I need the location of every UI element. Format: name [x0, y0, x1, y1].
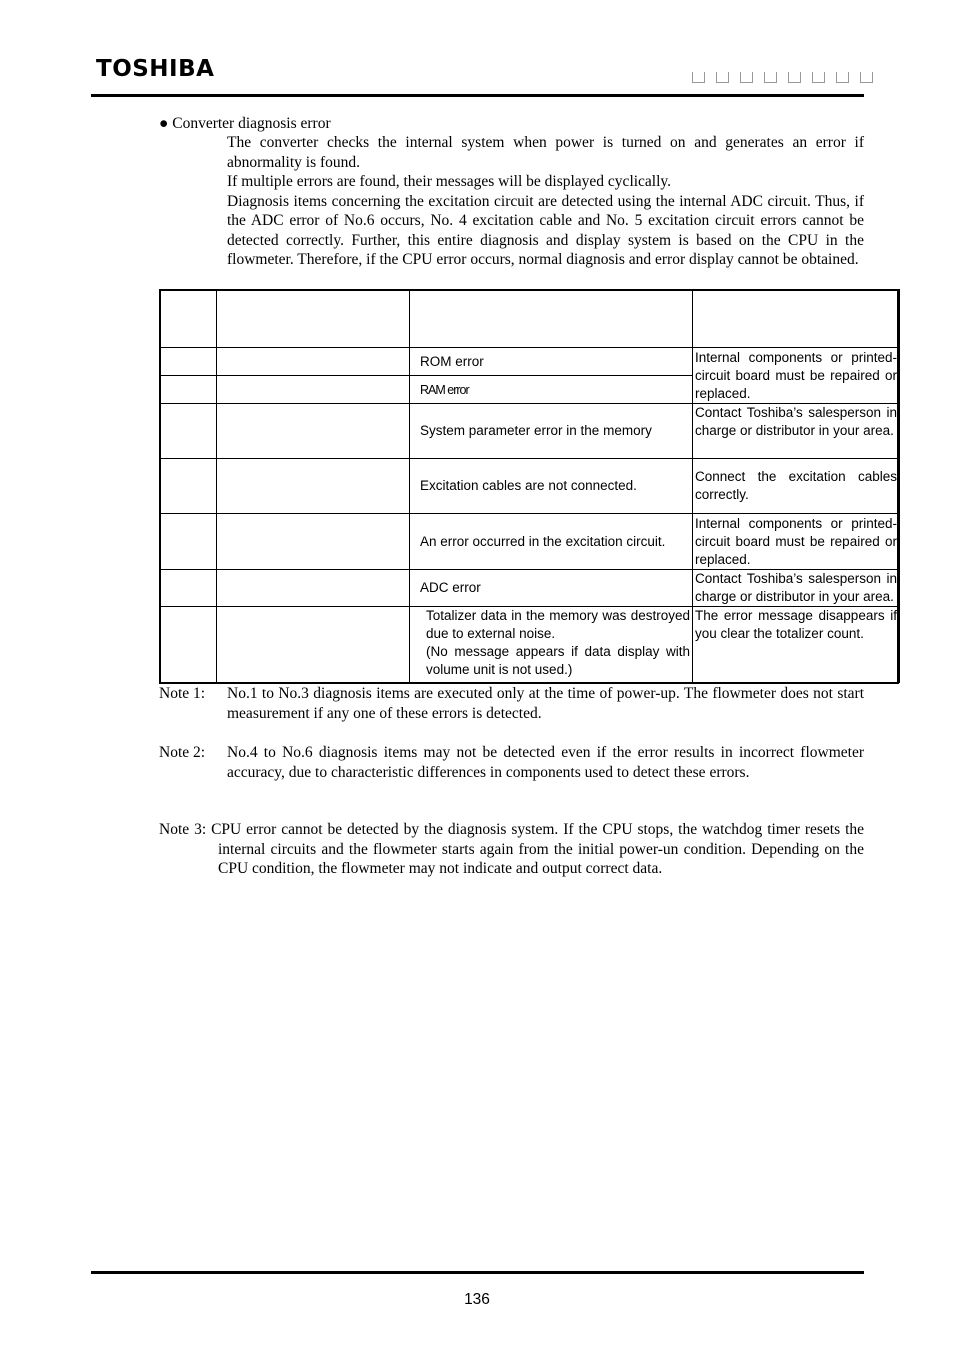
row-display-cell: [217, 404, 410, 459]
section-paragraph: [227, 133, 864, 270]
table-row: [160, 514, 900, 570]
row-message: Excitation cables are not connected.: [410, 459, 693, 514]
row-no-cell: [160, 348, 217, 376]
table-row: [160, 570, 900, 607]
header-cell-remedy: [693, 290, 900, 348]
header-rule: [91, 94, 864, 97]
row-display-cell: [217, 376, 410, 404]
paragraph-line-2: If multiple errors are found, their messages will be displayed cyclically.: [227, 173, 672, 190]
table-row: [160, 459, 900, 514]
note-label: Note 1:: [159, 685, 206, 702]
row-display-cell: [217, 348, 410, 376]
note-text: [159, 820, 864, 879]
section-title: ● Converter diagnosis error: [159, 115, 331, 132]
header-tick-marks: [692, 72, 873, 83]
row-no-cell: [160, 607, 217, 683]
note-text: No.4 to No.6 diagnosis items may not be detected even if the error results in incorrect flowmeter accuracy, due to characteristic differences in components used to detect these errors.: [227, 744, 864, 781]
table-row: [160, 348, 900, 376]
note-text: No.1 to No.3 diagnosis items are executed only at the time of power-up. The flowmeter does not start measurement if any one of these errors is detected.: [227, 685, 864, 722]
table-row: [160, 607, 900, 683]
row-no-cell: [160, 570, 217, 607]
header-cell-no: [160, 290, 217, 348]
header-cell-display: [217, 290, 410, 348]
row-message: RAM error: [410, 376, 693, 404]
table-header-row: [160, 290, 900, 348]
row-message: An error occurred in the excitation circuit.: [410, 514, 693, 570]
page-number: 136: [464, 1291, 490, 1308]
diagnosis-table: [159, 289, 900, 683]
row-display-cell: [217, 459, 410, 514]
row-message: [410, 607, 693, 683]
row-message: ADC error: [410, 570, 693, 607]
row-message: System parameter error in the memory: [410, 404, 693, 459]
note-body: CPU error cannot be detected by the diagnosis system. If the CPU stops, the watchdog timer resets the internal circuits and the flowmeter starts again from the initial power-un condition. Depending on the CPU condition, the flowmeter may not indicate and output correct data.: [211, 821, 865, 877]
row-remedy: Contact Toshiba’s salesperson in charge or distributor in your area.: [693, 404, 900, 459]
row-no-cell: [160, 404, 217, 459]
note-3: [159, 820, 864, 879]
table-row: [160, 404, 900, 459]
row-display-cell: [217, 570, 410, 607]
row-display-cell: [217, 514, 410, 570]
note-2: [159, 743, 864, 782]
row-display-cell: [217, 607, 410, 683]
row-message-line: (No message appears if data display with volume unit is not used.): [426, 644, 690, 677]
row-remedy: Internal components or printed-circuit board must be repaired or replaced.: [693, 348, 900, 404]
row-no-cell: [160, 514, 217, 570]
row-remedy: Internal components or printed-circuit board must be repaired or replaced.: [693, 514, 900, 570]
row-remedy: Connect the excitation cables correctly.: [693, 459, 900, 514]
row-no-cell: [160, 376, 217, 404]
row-remedy: Contact Toshiba’s salesperson in charge or distributor in your area.: [693, 570, 900, 607]
header-cell-description: [410, 290, 693, 348]
paragraph-line-1: The converter checks the internal system when power is turned on and generates an error if abnormality is found.: [227, 134, 864, 171]
note-label: Note 2:: [159, 744, 206, 761]
note-1: [159, 684, 864, 723]
paragraph-line-3: Diagnosis items concerning the excitation circuit are detected using the internal ADC circuit. Thus, if the ADC error of No.6 occurs, No. 4 excitation cable and No. 5 excitation circuit errors cannot be detected correctly. Further, this entire diagnosis and display system is based on the CPU in the flowmeter. Therefore, if the CPU error occurs, normal diagnosis and error display cannot be obtained.: [227, 192, 864, 268]
row-message: ROM error: [410, 348, 693, 376]
footer-rule: [91, 1271, 864, 1274]
note-label: Note 3:: [159, 821, 207, 838]
row-message-line: Totalizer data in the memory was destroyed due to external noise.: [426, 608, 690, 641]
row-remedy: The error message disappears if you clear the totalizer count.: [693, 607, 900, 683]
row-no-cell: [160, 459, 217, 514]
toshiba-logo: TOSHIBA: [96, 56, 215, 82]
